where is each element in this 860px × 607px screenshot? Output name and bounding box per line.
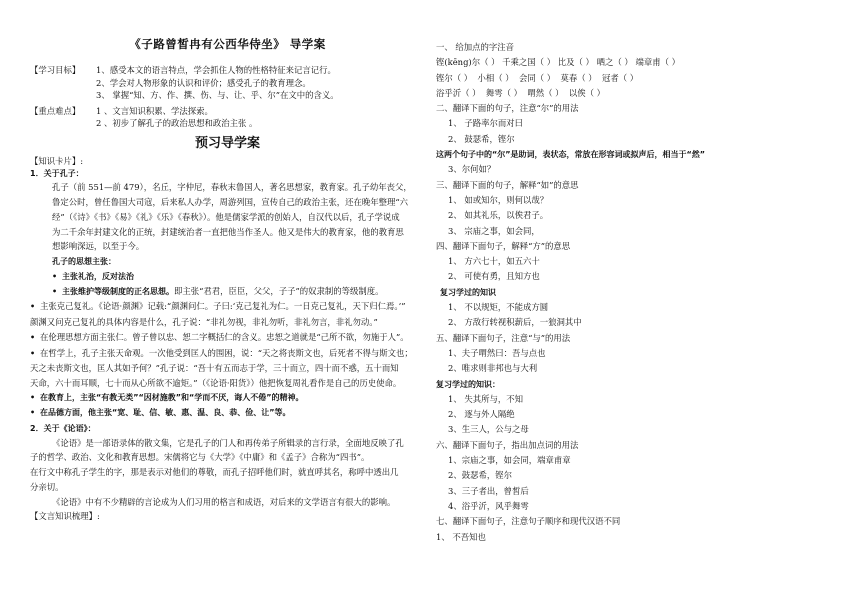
s3-item-3: 3、 宗庙之事，如会同， xyxy=(448,225,540,236)
idea-bullet-1-text: 主张礼治，反对法治 xyxy=(62,272,134,282)
objective-3: 3、 掌握“知、方、作、撰、伤、与、让、乎、尔”在文中的含义。 xyxy=(96,90,339,101)
s5-review-item-2: 2、 逐与外人隔绝 xyxy=(448,409,515,420)
s4-review-item-1: 1、 不以规矩，不能成方圆 xyxy=(448,302,549,313)
idea-bullet-4-text: 在伦理思想方面主张仁。曾子曾以忠、恕二字概括仁的含义。忠恕之道就是“己所不欲，勿施于人”。 xyxy=(40,331,409,342)
lunyu-line-3: 在行文中称孔子学生的字，那是表示对他们的尊敬，而孔子招呼他们时，就直呼其名，称呼中透出几 xyxy=(30,467,399,478)
s4-item-1: 1、 方六七十，如五六十 xyxy=(448,256,540,267)
s4-item-2: 2、 可使有勇，且知方也 xyxy=(448,271,540,282)
s3-item-2: 2、 如其礼乐，以俟君子。 xyxy=(448,210,549,221)
lunyu-heading: 2．关于《论语》： xyxy=(30,423,96,433)
s5-item-1: 1、夫子喟然曰：吾与点也 xyxy=(448,347,546,358)
pinyin-item: 铿尔（ ） xyxy=(436,72,473,83)
idea-bullet-5-line-1: 在哲学上，孔子主张天命观。一次他受到匡人的围困，说：“天之将丧斯文也，后死者不得与斯文也； xyxy=(40,347,413,358)
section-4-heading: 四、翻译下面句子，解释“方”的意思 xyxy=(436,240,571,251)
pinyin-item: 舞雩（ ） xyxy=(485,87,523,98)
section-1-heading: 一、 给加点的字注音 xyxy=(436,42,515,52)
ideas-heading: 孔子的思想主张： xyxy=(52,257,116,267)
difficulty-1: 1 、文言知识积累、学法探索。 xyxy=(96,105,213,116)
idea-bullet-7: • 在品德方面，他主张“宽、耻、信、敏、惠、温、良、恭、俭、让”等。 xyxy=(30,407,291,417)
s7-item-1: 1、 不吾知也 xyxy=(436,531,486,542)
idea-bullet-1: • 主张礼治，反对法治 xyxy=(52,272,134,282)
idea-bullet-6-text: 在教育上，主张“有教无类”“因材施教”和“学而不厌，诲人不倦”的精神。 xyxy=(40,392,304,402)
s5-review-item-1: 1、 失其所与，不知 xyxy=(448,393,523,404)
pinyin-item: 喟然（ ） xyxy=(527,87,564,98)
pinyin-item: 冠者（ ） xyxy=(602,72,639,83)
idea-bullet-2-rest: 即主张“君君，臣臣，父父，子子”的奴隶制的等级制度。 xyxy=(174,286,384,297)
s4-review-label: 复习学过的知识 xyxy=(440,287,496,297)
section-2-heading: 二、翻译下面的句子，注意“尔”的用法 xyxy=(436,103,579,114)
section-5-heading: 五、翻译下面句子，注意“与”的用法 xyxy=(436,332,571,343)
idea-bullet-2-bold: 主张维护等级制度的正名思想。 xyxy=(62,287,174,297)
preview-subtitle: 预习导学案 xyxy=(194,135,260,151)
objectives-row-1 xyxy=(30,64,425,77)
pinyin-item: 会同（ ） xyxy=(519,72,556,83)
pinyin-item: 端章甫（ ） xyxy=(635,57,680,68)
kongzi-line-2: 鲁定公时，曾任鲁国大司寇，后来私人办学，周游列国，宣传自己的政治主张，还在晚年整理“六 xyxy=(52,196,409,207)
objectives-label: 【学习目标】 xyxy=(30,65,81,75)
pinyin-item: 莫春（ ） xyxy=(560,72,597,83)
pinyin-item: 哂之（ ） xyxy=(596,57,633,68)
idea-bullet-2: • 主张维护等级制度的正名思想。即主张“君君，臣臣，父父，子子”的奴隶制的等级制度。 xyxy=(52,286,384,297)
lunyu-line-1: 《论语》是一部语录体的散文集，它是孔子的门人和再传弟子所辑录的言行录，全面地反映了孔 xyxy=(52,437,404,448)
pinyin-item: 以俟（ ） xyxy=(568,87,606,98)
lunyu-line-5: 《论语》中有不少精辟的言论成为人们习用的格言和成语，对后来的文学语言有很大的影响。 xyxy=(52,496,396,507)
pinyin-blank[interactable]: （ ） xyxy=(480,57,500,68)
pinyin-row-3 xyxy=(436,86,846,101)
wenyan-label: 【文言知识梳理】: xyxy=(30,510,100,521)
pinyin-row-1 xyxy=(436,55,846,70)
kongzi-line-4: 为二千余年封建文化的正统，封建统治者一直把他当作圣人。他又是伟大的教育家，他的教育思 xyxy=(52,226,404,237)
idea-bullet-5: • 在哲学上，孔子主张天命观。一次他受到匡人的围困，说：“天之将丧斯文也，后死者不得与斯文也； 天之未丧斯文也，匡人其如予何？”孔子说：“吾十有五而志于学，三十而立，四十而不惑，五十而知 天命，六十而耳顺，七十而从心所欲不逾矩。”（《论语·阳货》）他把恢复周礼看作是自己的历史使命。 xyxy=(30,346,425,391)
pinyin-item: 千乘之国（ ） xyxy=(502,57,556,68)
s5-item-2: 2、唯求则非邦也与大利 xyxy=(448,363,538,374)
s6-item-4: 4、浴乎沂，风乎舞雩 xyxy=(448,500,529,511)
s5-review-item-3: 3、生三人，公与之母 xyxy=(448,424,529,435)
kongzi-paragraph xyxy=(30,180,425,254)
objective-2: 2、学会对人物形象的认识和评价；感受孔子的教育理念。 xyxy=(96,77,311,88)
s2-item-2: 2、 鼓瑟希，铿尔 xyxy=(448,133,515,144)
idea-bullet-7-text: 在品德方面，他主张“宽、耻、信、敏、惠、温、良、恭、俭、让”等。 xyxy=(40,407,291,417)
lunyu-line-2: 子的哲学、政治、文化和教育思想。宋儒将它与《大学》《中庸》和《孟子》合称为“四书”。 xyxy=(30,452,370,463)
page-title: 《子路曾皙冉有公西华侍坐》 导学案 xyxy=(129,37,326,51)
idea-bullet-3-line-1: 主张克己复礼。《论语·颜渊》记载:“颜渊问仁。子曰:‘克己复礼为仁。一日克己复礼，天下归仁焉。’” xyxy=(40,301,406,312)
idea-bullet-5-line-3: 天命，六十而耳顺，七十而从心所欲不逾矩。”（《论语·阳货》）他把恢复周礼看作是自己的历史使命。 xyxy=(30,378,402,389)
kongzi-line-5: 想影响深远，以至于今。 xyxy=(52,241,145,252)
s4-review-item-2: 2、 方敌行转视积薪后，一狼洞其中 xyxy=(448,317,582,328)
section-7-heading: 七、翻译下面句子，注意句子顺序和现代汉语不同 xyxy=(436,516,621,527)
section-3-heading: 三、翻译下面的句子，解释“如”的意思 xyxy=(436,179,579,190)
idea-bullet-5-line-2: 天之未丧斯文也，匡人其如予何？”孔子说：“吾十有五而志于学，三十而立，四十而不惑，五十而知 xyxy=(30,363,399,374)
s2-item-1: 1、 子路率尔而对曰 xyxy=(448,118,523,129)
about-kongzi-heading: 1．关于孔子： xyxy=(30,168,84,178)
s6-item-2: 2、鼓瑟希，铿尔 xyxy=(448,470,512,481)
kongzi-line-1: 孔子（前 551—前 479），名丘，字仲尼，春秋末鲁国人，著名思想家，教育家。孔子幼年丧父， xyxy=(52,182,412,193)
knowledge-card-label: 【知识卡片】: xyxy=(30,155,84,166)
section-6-heading: 六、翻译下面句子，指出加点词的用法 xyxy=(436,439,579,450)
left-column xyxy=(30,36,425,522)
lunyu-paragraph xyxy=(30,436,425,510)
pinyin-item: 浴乎沂（ ） xyxy=(436,87,481,98)
s5-review-label: 复习学过的知识： xyxy=(436,379,500,389)
idea-bullet-4: • 在伦理思想方面主张仁。曾子曾以忠、恕二字概括仁的含义。忠恕之道就是“己所不欲，勿施于人”。 xyxy=(30,331,409,342)
pinyin-item: 铿(kēng)尔 xyxy=(436,57,481,68)
difficulty-row-1 xyxy=(30,105,425,118)
difficulty-2: 2 、初步了解孔子的政治思想和政治主张 。 xyxy=(96,118,258,129)
pinyin-row-2 xyxy=(436,71,846,86)
s2-item-3: 3、尔何如？ xyxy=(448,164,496,175)
kongzi-line-3: 经”（《诗》《书》《易》《礼》《乐》《春秋》）。他是儒家学派的创始人，自汉代以后，孔子学说成 xyxy=(52,211,400,222)
idea-bullet-6: • 在教育上，主张“有教无类”“因材施教”和“学而不厌，诲人不倦”的精神。 xyxy=(30,392,304,402)
pinyin-item: 比及（ ） xyxy=(557,57,594,68)
idea-bullet-3-line-2: 颜渊又问克己复礼的具体内容是什么，孔子说：“非礼勿视，非礼勿听，非礼勿言，非礼勿动。” xyxy=(30,316,378,327)
right-column xyxy=(436,40,846,545)
pinyin-item: 小相（ ） xyxy=(477,72,514,83)
s6-item-1: 1、宗庙之事，如会同，端章甫章 xyxy=(448,455,571,466)
objective-1: 1、感受本文的语言特点，学会抓住人物的性格特征来记言记行。 xyxy=(96,65,336,75)
lunyu-line-4: 分亲切。 xyxy=(30,481,64,492)
s3-item-1: 1、 如或知尔，则何以哉？ xyxy=(448,194,549,205)
difficulty-label: 【重点难点】 xyxy=(30,105,81,116)
idea-bullet-3: • 主张克己复礼。《论语·颜渊》记载:“颜渊问仁。子曰:‘克己复礼为仁。一日克己复礼，天下归仁焉。’” 颜渊又问克己复礼的具体内容是什么，孔子说：“非礼勿视，非礼勿听，非礼勿言，非礼勿动。” xyxy=(30,299,425,330)
s6-item-3: 3、三子者出，曾皙后 xyxy=(448,485,529,496)
s2-note: 这两个句子中的“尔”是助词，表状态，常放在形容词或拟声后，相当于“然” xyxy=(436,150,706,160)
